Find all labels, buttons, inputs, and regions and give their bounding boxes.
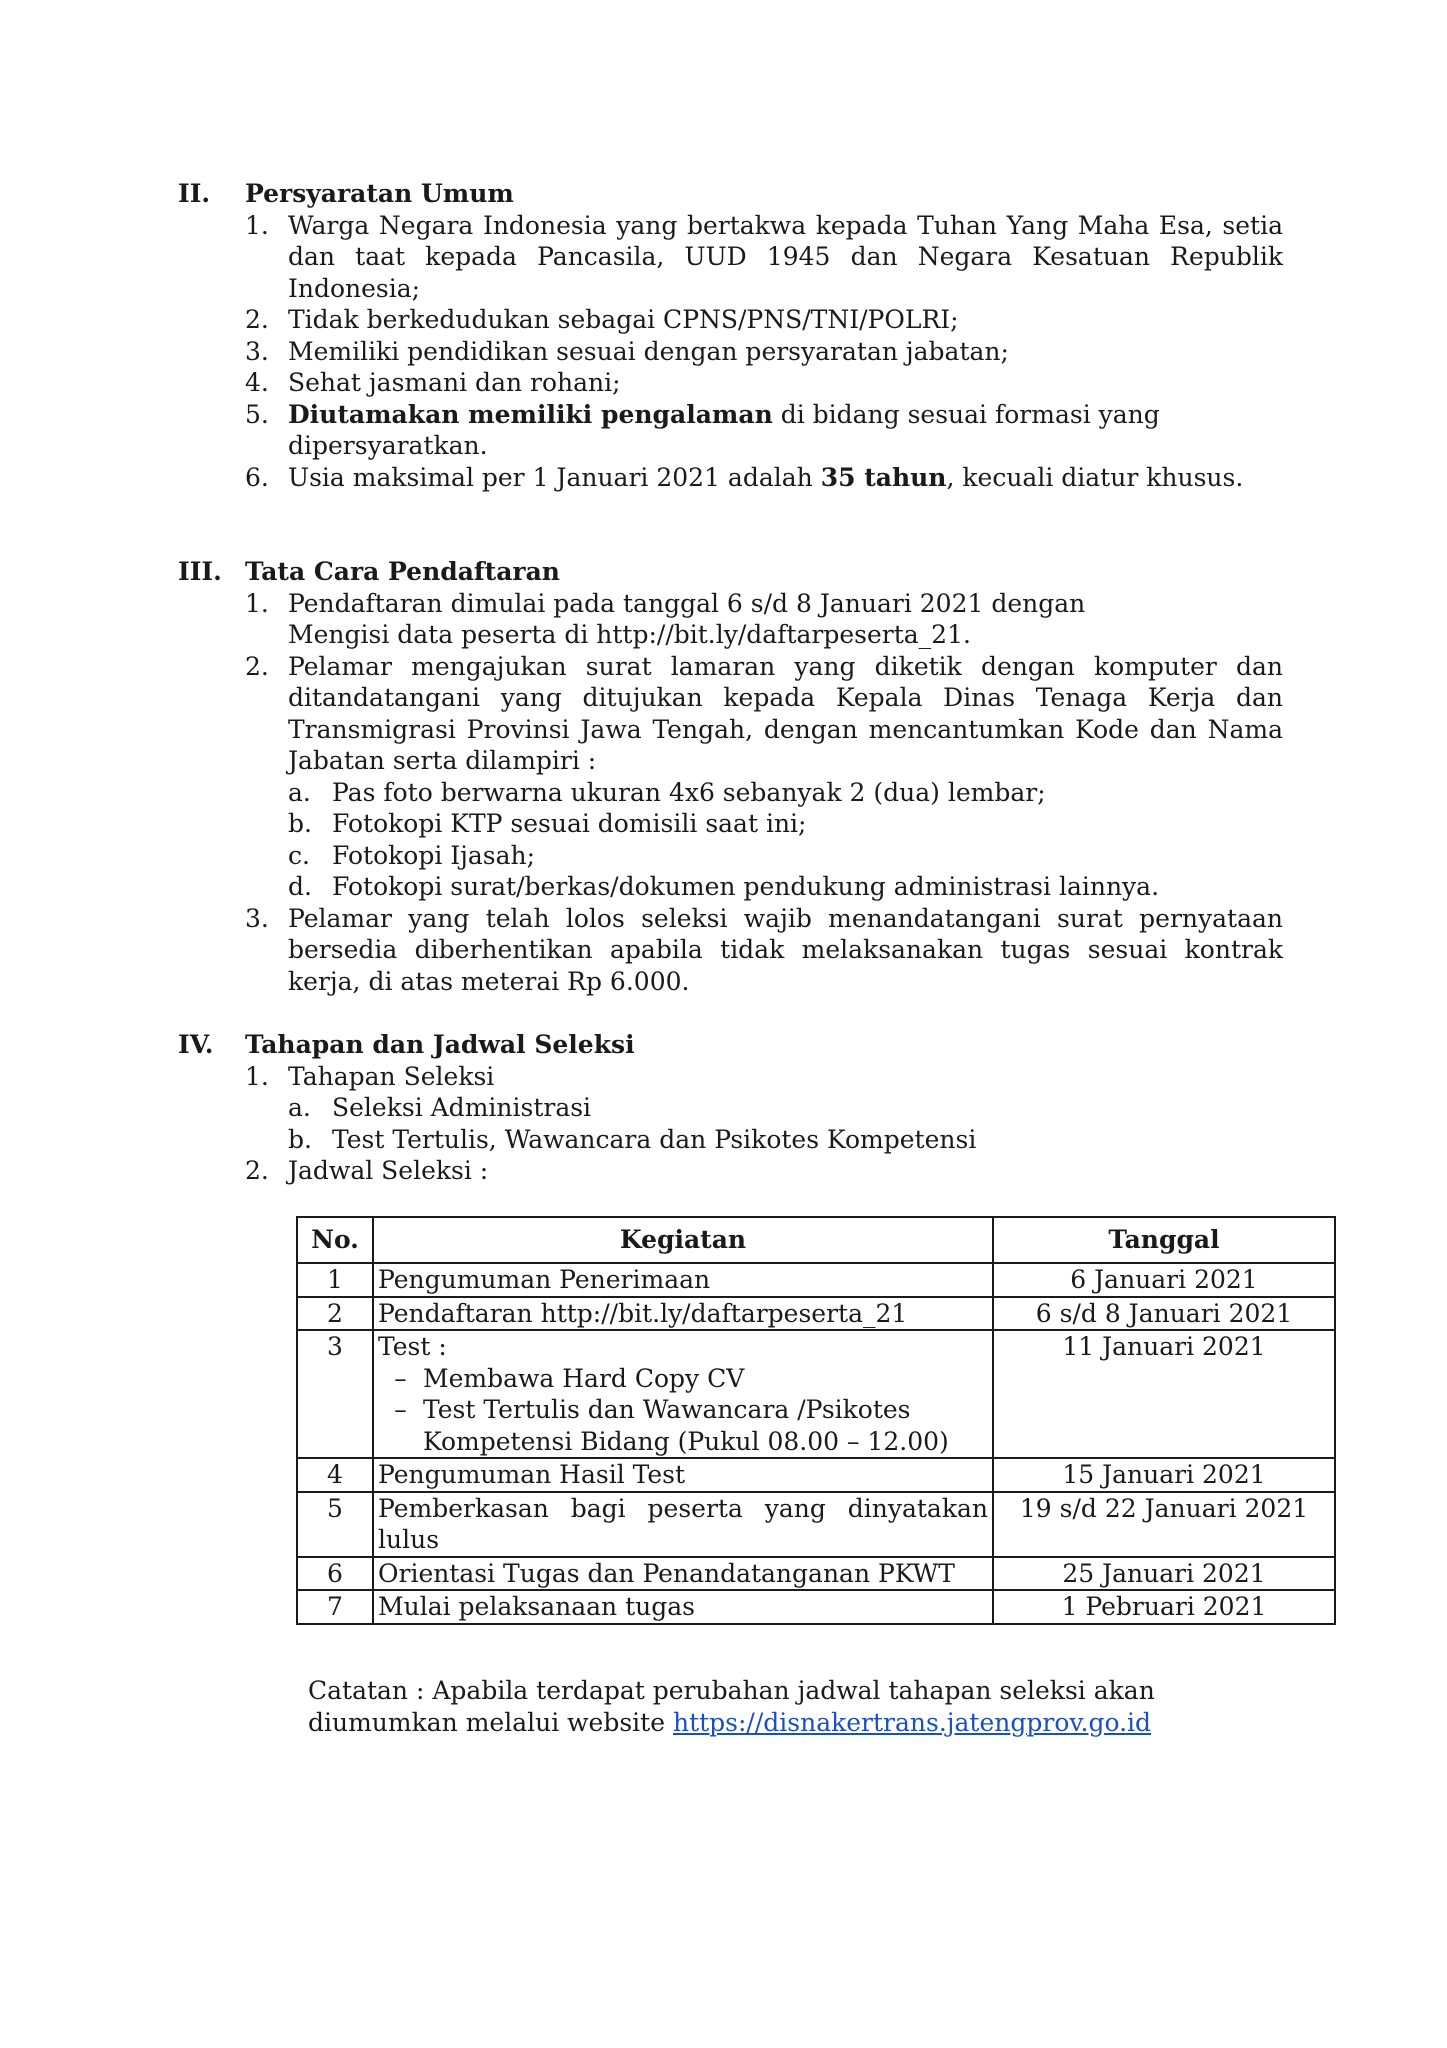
section-number: II. xyxy=(178,179,211,208)
table-row xyxy=(297,1263,1335,1297)
item-text xyxy=(288,462,1283,494)
table-row xyxy=(297,1557,1335,1591)
section-number: IV. xyxy=(178,1030,214,1059)
cell-no: 6 xyxy=(297,1557,373,1591)
sub-item xyxy=(288,808,1293,840)
item-number: 3. xyxy=(245,336,269,366)
test-sub-text: Membawa Hard Copy CV xyxy=(423,1363,745,1393)
table-row xyxy=(297,1458,1335,1492)
test-sub-item xyxy=(378,1394,988,1457)
table-row xyxy=(297,1590,1335,1624)
website-link[interactable]: https://disnakertrans.jatengprov.go.id xyxy=(672,1707,1152,1737)
item-text-b: , kecuali diatur khusus. xyxy=(946,462,1244,492)
list-item xyxy=(245,462,1293,494)
catatan-note xyxy=(308,1675,1268,1738)
sub-item xyxy=(288,871,1293,903)
item-text xyxy=(288,399,1283,462)
dash-bullet: – xyxy=(394,1363,407,1393)
cell-tanggal: 6 s/d 8 Januari 2021 xyxy=(993,1297,1335,1331)
list-item xyxy=(245,651,1293,777)
list-item xyxy=(245,1061,1293,1093)
cell-no: 4 xyxy=(297,1458,373,1492)
item-text: Pelamar yang telah lolos seleksi wajib menandatangani surat pernyataan bersedia diberhentikan apabila tidak melaksanakan tugas sesuai kontrak kerja, di atas meterai Rp 6.000. xyxy=(288,903,1283,996)
sub-item xyxy=(288,840,1293,872)
cell-kegiatan xyxy=(373,1330,993,1458)
cell-tanggal: 19 s/d 22 Januari 2021 xyxy=(993,1492,1335,1557)
section-tahapan-jadwal xyxy=(178,1029,1293,1187)
cell-kegiatan: Orientasi Tugas dan Penandatanganan PKWT xyxy=(373,1557,993,1591)
sub-letter: a. xyxy=(288,777,311,807)
note-text: Catatan : Apabila terdapat perubahan jadwal tahapan seleksi akan diumumkan melalui website xyxy=(308,1676,1155,1737)
cell-no: 2 xyxy=(297,1297,373,1331)
section-title: Tahapan dan Jadwal Seleksi xyxy=(245,1030,635,1059)
test-sub-text: Test Tertulis dan Wawancara /Psikotes Kompetensi Bidang (Pukul 08.00 – 12.00) xyxy=(423,1395,949,1456)
cell-tanggal: 6 Januari 2021 xyxy=(993,1263,1335,1297)
section-heading xyxy=(178,556,1293,588)
cell-kegiatan: Pendaftaran http://bit.ly/daftarpeserta_21 xyxy=(373,1297,993,1331)
sub-text: Pas foto berwarna ukuran 4x6 sebanyak 2 (dua) lembar; xyxy=(332,777,1046,807)
list-item xyxy=(245,210,1293,305)
section-title: Tata Cara Pendaftaran xyxy=(245,557,560,586)
sub-letter: b. xyxy=(288,809,312,838)
header-kegiatan: Kegiatan xyxy=(373,1217,993,1263)
cell-no: 1 xyxy=(297,1263,373,1297)
section-title: Persyaratan Umum xyxy=(245,179,514,208)
cell-tanggal: 25 Januari 2021 xyxy=(993,1557,1335,1591)
sub-text: Test Tertulis, Wawancara dan Psikotes Kompetensi xyxy=(332,1124,977,1154)
item-text: Pendaftaran dimulai pada tanggal 6 s/d 8 Januari 2021 dengan Mengisi data peserta di http://bit.ly/daftarpeserta_21. xyxy=(288,588,1086,649)
list-item xyxy=(245,903,1293,998)
item-text: Tahapan Seleksi xyxy=(288,1061,495,1091)
sub-text: Seleksi Administrasi xyxy=(332,1093,592,1122)
cell-kegiatan: Pengumuman Hasil Test xyxy=(373,1458,993,1492)
item-number: 2. xyxy=(245,305,269,334)
section-heading xyxy=(178,1029,1293,1061)
sub-text: Fotokopi surat/berkas/dokumen pendukung administrasi lainnya. xyxy=(332,872,1160,901)
item-text: Pelamar mengajukan surat lamaran yang diketik dengan komputer dan ditandatangani yang ditujukan kepada Kepala Dinas Tenaga Kerja dan Transmigrasi Provinsi Jawa Tengah, dengan mencantumkan Kode dan Nama Jabatan serta dilampiri : xyxy=(288,651,1283,775)
item-number: 1. xyxy=(245,1061,269,1091)
table-header-row xyxy=(297,1217,1335,1263)
section-tata-cara-pendaftaran xyxy=(178,556,1293,997)
cell-tanggal: 15 Januari 2021 xyxy=(993,1458,1335,1492)
header-no: No. xyxy=(297,1217,373,1263)
list-item xyxy=(245,367,1293,399)
item-bold-text: Diutamakan memiliki pengalaman xyxy=(288,399,773,429)
item-text: Sehat jasmani dan rohani; xyxy=(288,368,621,397)
sub-letter: d. xyxy=(288,872,312,901)
cell-tanggal: 1 Pebruari 2021 xyxy=(993,1590,1335,1624)
item-text: Jadwal Seleksi : xyxy=(288,1156,489,1185)
table-row xyxy=(297,1330,1335,1458)
item-text: Memiliki pendidikan sesuai dengan persyaratan jabatan; xyxy=(288,336,1009,366)
cell-tanggal: 11 Januari 2021 xyxy=(993,1330,1335,1458)
item-number: 2. xyxy=(245,651,269,681)
item-bold-text: 35 tahun xyxy=(820,462,947,492)
item-number: 6. xyxy=(245,462,269,492)
cell-kegiatan: Pengumuman Penerimaan xyxy=(373,1263,993,1297)
cell-kegiatan: Mulai pelaksanaan tugas xyxy=(373,1590,993,1624)
test-sub-item xyxy=(378,1363,988,1395)
list-item xyxy=(245,304,1293,336)
sub-item xyxy=(288,777,1293,809)
item-rest-text: di bidang sesuai formasi yang dipersyaratkan. xyxy=(288,399,1160,460)
section-persyaratan-umum xyxy=(178,178,1293,493)
item-number: 1. xyxy=(245,210,269,240)
sub-letter: b. xyxy=(288,1124,312,1154)
item-number: 5. xyxy=(245,399,269,429)
sub-letter: a. xyxy=(288,1093,311,1122)
schedule-table xyxy=(296,1216,1336,1625)
item-text-a: Usia maksimal per 1 Januari 2021 adalah xyxy=(288,462,821,492)
cell-no: 5 xyxy=(297,1492,373,1557)
item-number: 1. xyxy=(245,588,269,618)
cell-kegiatan: Pemberkasan bagi peserta yang dinyatakan lulus xyxy=(373,1492,993,1557)
item-number: 3. xyxy=(245,903,269,933)
item-text: Warga Negara Indonesia yang bertakwa kepada Tuhan Yang Maha Esa, setia dan taat kepada Pancasila, UUD 1945 dan Negara Kesatuan Republik Indonesia; xyxy=(288,210,1283,303)
list-item xyxy=(245,399,1293,462)
sub-text: Fotokopi Ijasah; xyxy=(332,840,536,870)
sub-item xyxy=(288,1092,1293,1124)
list-item xyxy=(245,336,1293,368)
item-number: 2. xyxy=(245,1156,269,1185)
list-item xyxy=(245,1155,1293,1187)
section-heading xyxy=(178,178,1293,210)
item-text: Tidak berkedudukan sebagai CPNS/PNS/TNI/POLRI; xyxy=(288,305,959,334)
cell-no: 7 xyxy=(297,1590,373,1624)
header-tanggal: Tanggal xyxy=(993,1217,1335,1263)
section-number: III. xyxy=(178,557,222,586)
sub-text: Fotokopi KTP sesuai domisili saat ini; xyxy=(332,809,807,838)
table-row xyxy=(297,1492,1335,1557)
sub-item xyxy=(288,1124,1293,1156)
sub-letter: c. xyxy=(288,840,310,870)
list-item xyxy=(245,588,1293,651)
test-label: Test : xyxy=(378,1332,447,1361)
item-number: 4. xyxy=(245,368,269,397)
table-row xyxy=(297,1297,1335,1331)
dash-bullet: – xyxy=(394,1395,407,1424)
cell-no: 3 xyxy=(297,1330,373,1458)
